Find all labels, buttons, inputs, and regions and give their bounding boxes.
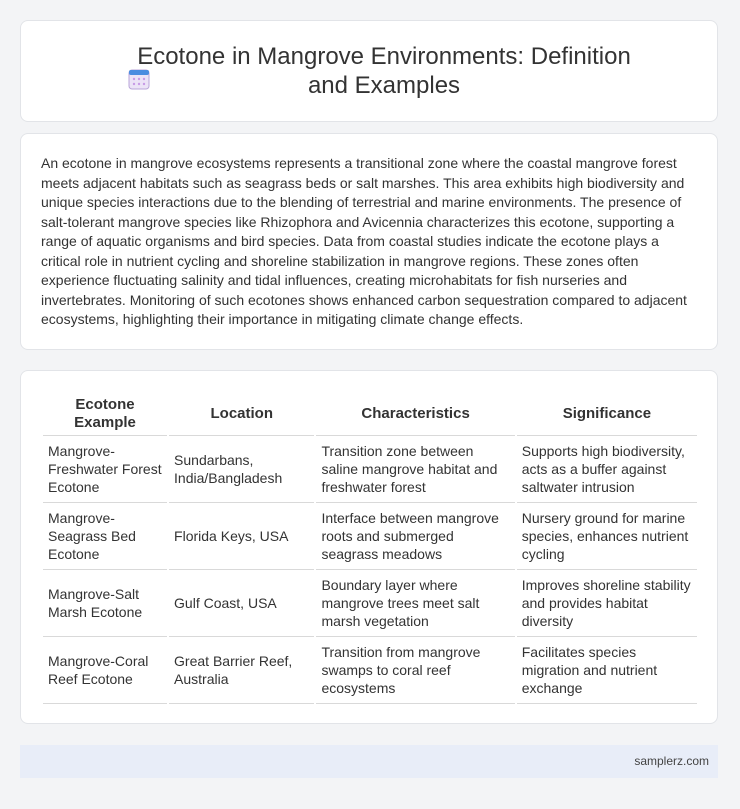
table-row bbox=[43, 503, 697, 570]
table-cell: Mangrove-Seagrass Bed Ecotone bbox=[43, 503, 167, 570]
table-card bbox=[20, 370, 718, 724]
table-cell: Supports high biodiversity, acts as a buffer against saltwater intrusion bbox=[517, 436, 697, 503]
intro-card bbox=[20, 133, 718, 350]
table-cell: Florida Keys, USA bbox=[169, 503, 314, 570]
table-header-row bbox=[43, 393, 697, 436]
column-header-characteristics: Characteristics bbox=[316, 393, 514, 436]
calendar-icon bbox=[127, 67, 151, 91]
column-header-location: Location bbox=[169, 393, 314, 436]
table-cell: Mangrove-Salt Marsh Ecotone bbox=[43, 570, 167, 637]
page-title: Ecotone in Mangrove Environments: Definition and Examples bbox=[137, 43, 631, 99]
table-cell: Interface between mangrove roots and submerged seagrass meadows bbox=[316, 503, 514, 570]
ecotone-table bbox=[41, 393, 699, 704]
table-cell: Great Barrier Reef, Australia bbox=[169, 637, 314, 704]
table-cell: Mangrove-Coral Reef Ecotone bbox=[43, 637, 167, 704]
footer-bar bbox=[20, 745, 718, 778]
table-row bbox=[43, 570, 697, 637]
intro-paragraph: An ecotone in mangrove ecosystems represents a transitional zone where the coastal mangrove forest meets adjacent habitats such as seagrass beds or salt marshes. This area exhibits high biodiversity and unique species interactions due to the blending of terrestrial and marine environments. The presence of salt-tolerant mangrove species like Rhizophora and Avicennia characterizes this ecotone, supporting a range of aquatic organisms and bird species. Data from coastal studies indicate the ecotone plays a critical role in nutrient cycling and shoreline stabilization in mangrove regions. These zones often experience fluctuating salinity and tidal influences, creating microhabitats for fish nurseries and invertebrates. Monitoring of such ecotones shows enhanced carbon sequestration compared to adjacent ecosystems, highlighting their importance in mitigating climate change effects. bbox=[41, 155, 687, 327]
table-cell: Gulf Coast, USA bbox=[169, 570, 314, 637]
table-cell: Mangrove-Freshwater Forest Ecotone bbox=[43, 436, 167, 503]
table-row bbox=[43, 436, 697, 503]
column-header-example: Ecotone Example bbox=[43, 393, 167, 436]
table-cell: Boundary layer where mangrove trees meet salt marsh vegetation bbox=[316, 570, 514, 637]
table-cell: Nursery ground for marine species, enhances nutrient cycling bbox=[517, 503, 697, 570]
table-cell: Improves shoreline stability and provides habitat diversity bbox=[517, 570, 697, 637]
footer-site-link[interactable]: samplerz.com bbox=[634, 754, 709, 768]
title-card bbox=[20, 20, 718, 122]
table-cell: Sundarbans, India/Bangladesh bbox=[169, 436, 314, 503]
table-row bbox=[43, 637, 697, 704]
title-wrap bbox=[69, 42, 669, 100]
table-cell: Transition from mangrove swamps to coral reef ecosystems bbox=[316, 637, 514, 704]
table-cell: Facilitates species migration and nutrient exchange bbox=[517, 637, 697, 704]
table-cell: Transition zone between saline mangrove habitat and freshwater forest bbox=[316, 436, 514, 503]
column-header-significance: Significance bbox=[517, 393, 697, 436]
